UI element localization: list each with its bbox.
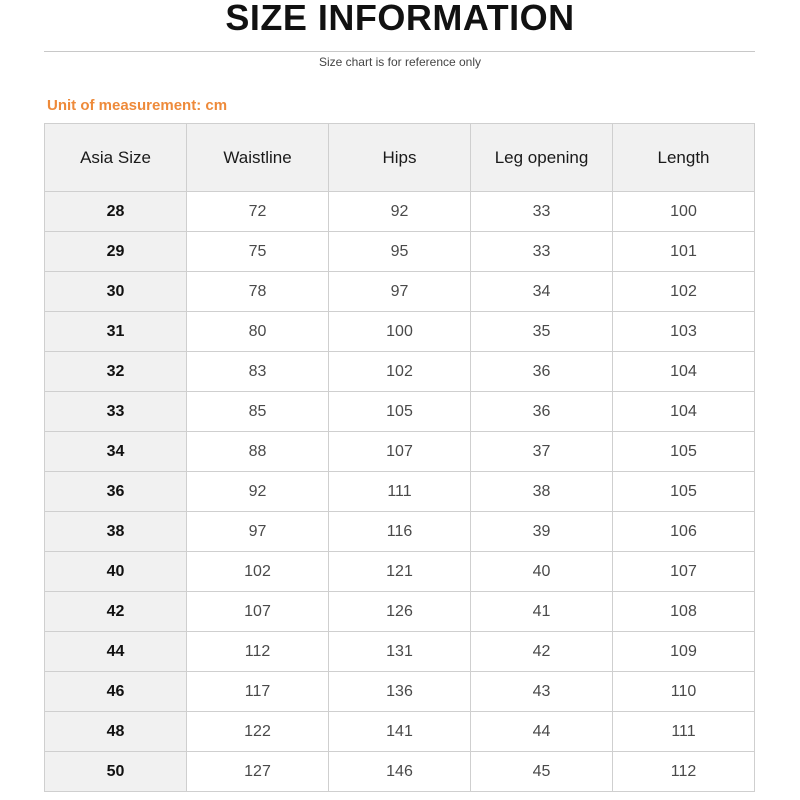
cell-hips: 141 <box>329 712 471 752</box>
cell-length: 105 <box>613 432 755 472</box>
reference-note: Size chart is for reference only <box>318 55 482 69</box>
cell-leg-opening: 35 <box>471 312 613 352</box>
cell-asia-size: 46 <box>45 672 187 712</box>
header-row <box>45 124 755 192</box>
size-table <box>44 123 755 792</box>
table-row <box>45 592 755 632</box>
cell-length: 105 <box>613 472 755 512</box>
table-row <box>45 472 755 512</box>
cell-waistline: 80 <box>187 312 329 352</box>
cell-hips: 102 <box>329 352 471 392</box>
cell-asia-size: 31 <box>45 312 187 352</box>
cell-hips: 111 <box>329 472 471 512</box>
cell-waistline: 117 <box>187 672 329 712</box>
cell-length: 110 <box>613 672 755 712</box>
cell-leg-opening: 37 <box>471 432 613 472</box>
cell-length: 108 <box>613 592 755 632</box>
cell-length: 107 <box>613 552 755 592</box>
cell-leg-opening: 38 <box>471 472 613 512</box>
cell-asia-size: 28 <box>45 192 187 232</box>
cell-hips: 92 <box>329 192 471 232</box>
table-row <box>45 512 755 552</box>
cell-hips: 107 <box>329 432 471 472</box>
cell-hips: 126 <box>329 592 471 632</box>
unit-label: Unit of measurement: cm <box>47 97 228 114</box>
cell-hips: 100 <box>329 312 471 352</box>
cell-length: 104 <box>613 352 755 392</box>
cell-asia-size: 48 <box>45 712 187 752</box>
cell-length: 104 <box>613 392 755 432</box>
cell-asia-size: 34 <box>45 432 187 472</box>
cell-asia-size: 29 <box>45 232 187 272</box>
cell-waistline: 83 <box>187 352 329 392</box>
cell-hips: 105 <box>329 392 471 432</box>
table-body <box>45 192 755 792</box>
table-row <box>45 552 755 592</box>
cell-waistline: 107 <box>187 592 329 632</box>
cell-waistline: 85 <box>187 392 329 432</box>
table-row <box>45 312 755 352</box>
cell-asia-size: 33 <box>45 392 187 432</box>
cell-length: 112 <box>613 752 755 792</box>
cell-asia-size: 50 <box>45 752 187 792</box>
cell-leg-opening: 45 <box>471 752 613 792</box>
cell-hips: 97 <box>329 272 471 312</box>
cell-leg-opening: 44 <box>471 712 613 752</box>
table-row <box>45 272 755 312</box>
table-row <box>45 352 755 392</box>
cell-leg-opening: 41 <box>471 592 613 632</box>
title-divider <box>44 51 755 52</box>
cell-waistline: 112 <box>187 632 329 672</box>
cell-hips: 95 <box>329 232 471 272</box>
table-row <box>45 712 755 752</box>
cell-waistline: 97 <box>187 512 329 552</box>
cell-asia-size: 36 <box>45 472 187 512</box>
table-row <box>45 752 755 792</box>
page-title: SIZE INFORMATION <box>225 0 575 38</box>
header-asia-size: Asia Size <box>45 124 187 192</box>
cell-hips: 146 <box>329 752 471 792</box>
cell-hips: 131 <box>329 632 471 672</box>
cell-leg-opening: 36 <box>471 352 613 392</box>
cell-leg-opening: 39 <box>471 512 613 552</box>
cell-length: 106 <box>613 512 755 552</box>
cell-waistline: 127 <box>187 752 329 792</box>
header-hips: Hips <box>329 124 471 192</box>
cell-asia-size: 38 <box>45 512 187 552</box>
table-row <box>45 232 755 272</box>
cell-waistline: 88 <box>187 432 329 472</box>
header-leg-opening: Leg opening <box>471 124 613 192</box>
cell-leg-opening: 33 <box>471 192 613 232</box>
header-waistline: Waistline <box>187 124 329 192</box>
table-row <box>45 432 755 472</box>
header-length: Length <box>613 124 755 192</box>
cell-asia-size: 44 <box>45 632 187 672</box>
table-row <box>45 192 755 232</box>
cell-leg-opening: 42 <box>471 632 613 672</box>
cell-length: 101 <box>613 232 755 272</box>
cell-leg-opening: 40 <box>471 552 613 592</box>
table-row <box>45 392 755 432</box>
cell-leg-opening: 34 <box>471 272 613 312</box>
cell-hips: 136 <box>329 672 471 712</box>
cell-waistline: 78 <box>187 272 329 312</box>
cell-leg-opening: 36 <box>471 392 613 432</box>
cell-length: 109 <box>613 632 755 672</box>
table-row <box>45 672 755 712</box>
cell-asia-size: 42 <box>45 592 187 632</box>
cell-leg-opening: 43 <box>471 672 613 712</box>
table-row <box>45 632 755 672</box>
cell-length: 102 <box>613 272 755 312</box>
cell-waistline: 122 <box>187 712 329 752</box>
cell-leg-opening: 33 <box>471 232 613 272</box>
cell-waistline: 92 <box>187 472 329 512</box>
cell-waistline: 102 <box>187 552 329 592</box>
cell-length: 100 <box>613 192 755 232</box>
cell-asia-size: 32 <box>45 352 187 392</box>
cell-asia-size: 40 <box>45 552 187 592</box>
cell-length: 103 <box>613 312 755 352</box>
cell-asia-size: 30 <box>45 272 187 312</box>
cell-hips: 121 <box>329 552 471 592</box>
cell-waistline: 72 <box>187 192 329 232</box>
cell-length: 111 <box>613 712 755 752</box>
cell-waistline: 75 <box>187 232 329 272</box>
cell-hips: 116 <box>329 512 471 552</box>
